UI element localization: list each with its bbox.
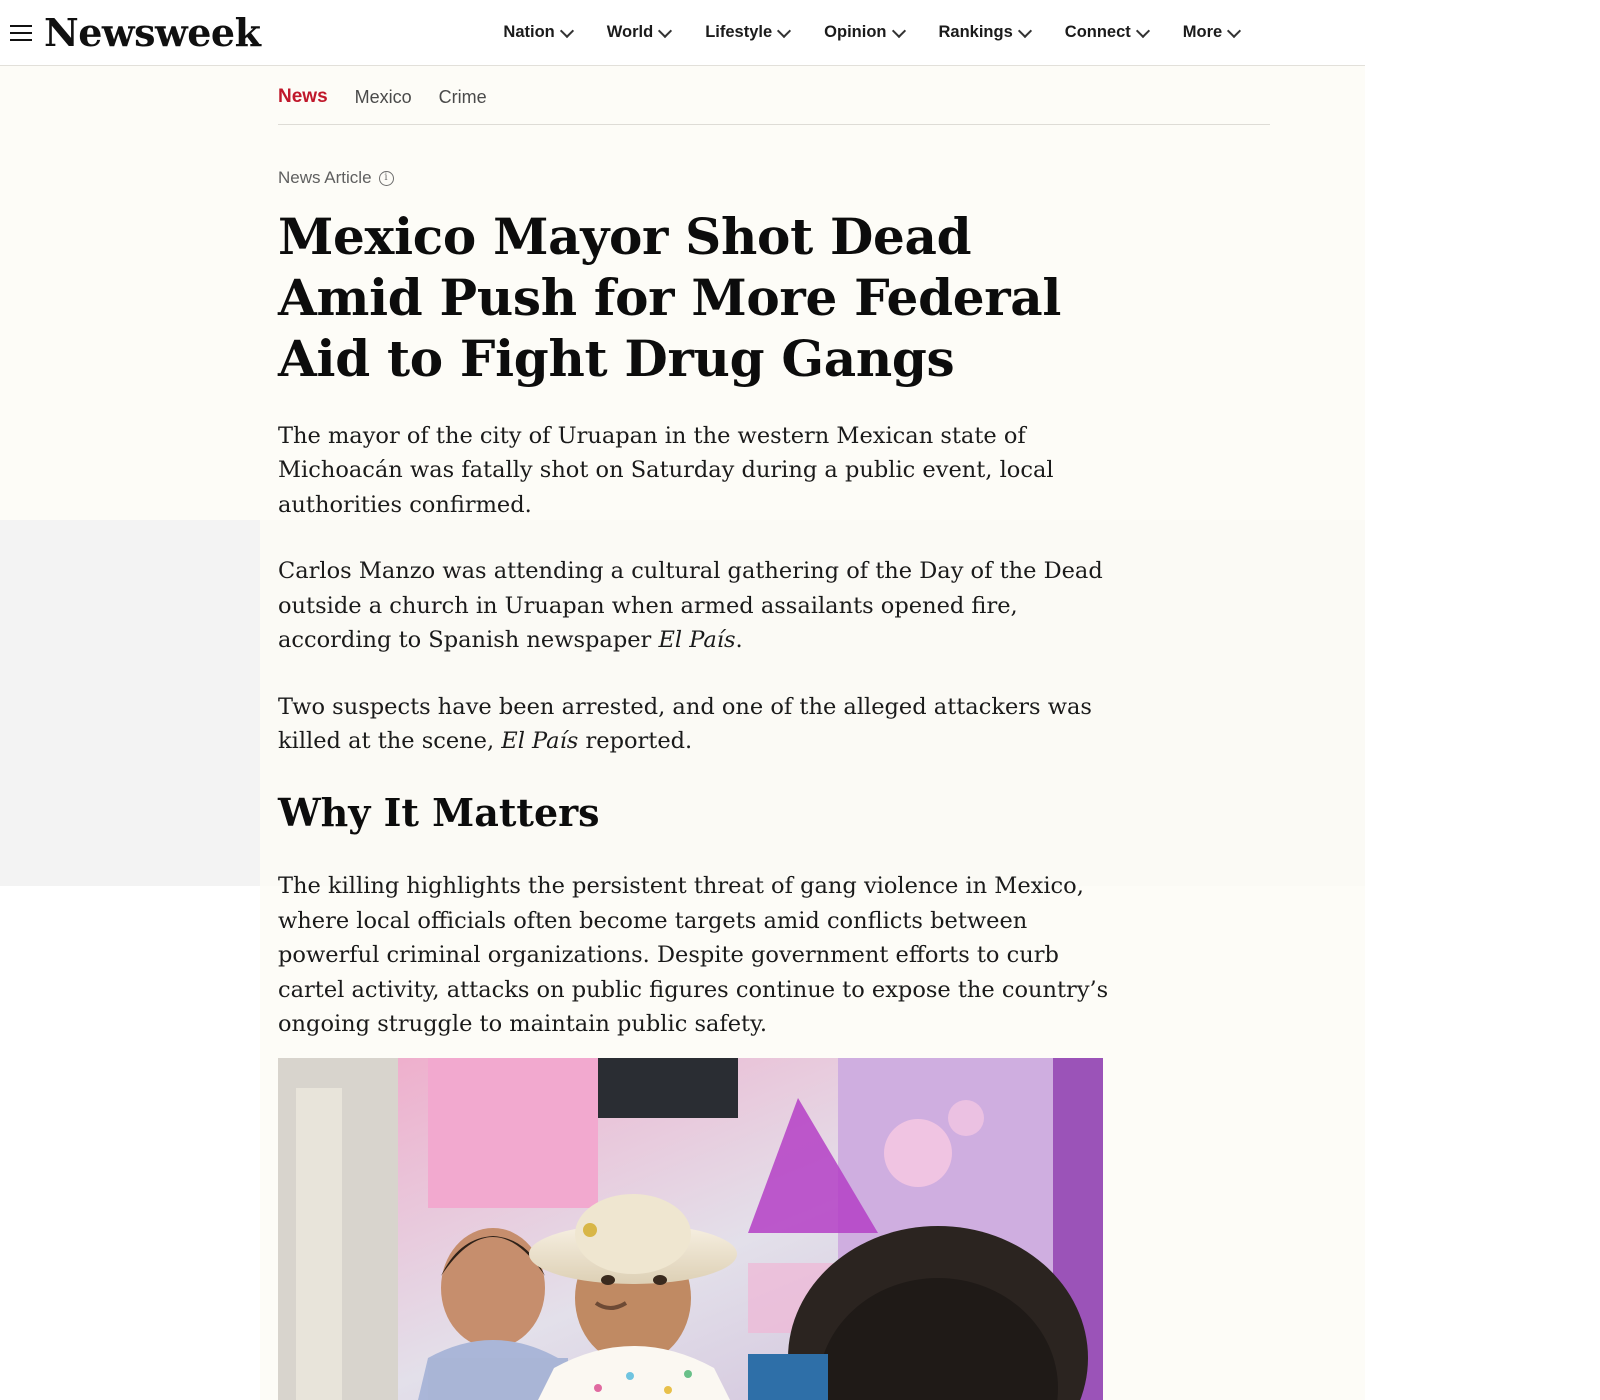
page-title: Mexico Mayor Shot Dead Amid Push for More Federal Aid to Fight Drug Gangs (278, 207, 1062, 388)
chevron-down-icon (1229, 25, 1240, 36)
nav-item-connect[interactable] (1065, 23, 1149, 42)
breadcrumb-item-crime[interactable]: Crime (438, 86, 487, 107)
article-photo (278, 1058, 1103, 1400)
paragraph-3-text-post: reported. (578, 727, 693, 754)
paragraph-3-text-pre: Two suspects have been arrested, and one of the alleged attackers was killed at the scene, (278, 693, 1092, 754)
breadcrumb-item-news[interactable]: News (278, 86, 328, 107)
chevron-down-icon (894, 25, 905, 36)
main-navigation (503, 23, 1240, 42)
nav-item-more[interactable] (1183, 23, 1240, 42)
hamburger-icon[interactable] (10, 25, 36, 41)
article-type-label: News Article (278, 168, 372, 187)
nav-label: World (606, 23, 654, 41)
chevron-down-icon (779, 25, 790, 36)
nav-label: Rankings (938, 23, 1013, 41)
nav-label: Connect (1064, 23, 1131, 41)
section-heading-why-it-matters: Why It Matters (278, 790, 600, 836)
nav-label: Lifestyle (705, 23, 773, 41)
nav-item-world[interactable] (607, 23, 671, 42)
paragraph-3-publication: El País (501, 727, 579, 754)
paragraph-2-text-pre: Carlos Manzo was attending a cultural gathering of the Day of the Dead outside a church in Uruapan when armed assailants opened fire, according to Spanish newspaper (278, 558, 1103, 654)
paragraph-2-publication: El País (658, 627, 736, 654)
article-paragraph-3 (278, 690, 1118, 759)
chevron-down-icon (562, 25, 573, 36)
article-paragraph-1: The mayor of the city of Uruapan in the western Mexican state of Michoacán was fatally shot on Saturday during a public event, local authorities confirmed. (278, 423, 1054, 518)
nav-item-rankings[interactable] (939, 23, 1031, 42)
breadcrumb-item-mexico[interactable]: Mexico (354, 86, 412, 107)
article-body (278, 168, 1278, 1073)
nav-label: Nation (503, 23, 555, 41)
info-icon[interactable]: i (379, 171, 394, 186)
nav-item-opinion[interactable] (824, 23, 904, 42)
nav-label: More (1182, 23, 1223, 41)
nav-item-nation[interactable] (503, 23, 572, 42)
chevron-down-icon (1138, 25, 1149, 36)
nav-item-lifestyle[interactable] (705, 23, 790, 42)
nav-label: Opinion (824, 23, 887, 41)
article-paragraph-2 (278, 554, 1118, 657)
chevron-down-icon (660, 25, 671, 36)
breadcrumb (278, 86, 1270, 125)
paragraph-2-text-post: . (735, 627, 743, 654)
site-logo[interactable]: Newsweek (44, 9, 261, 55)
site-header (0, 0, 1365, 66)
article-type-row (278, 168, 1278, 188)
article-paragraph-4: The killing highlights the persistent threat of gang violence in Mexico, where local officials often become targets amid conflicts between powerful criminal organizations. Despite government efforts to curb cartel activity, attacks on public figures continue to expose the country’s ongoing struggle to maintain public safety. (278, 873, 1109, 1038)
chevron-down-icon (1020, 25, 1031, 36)
